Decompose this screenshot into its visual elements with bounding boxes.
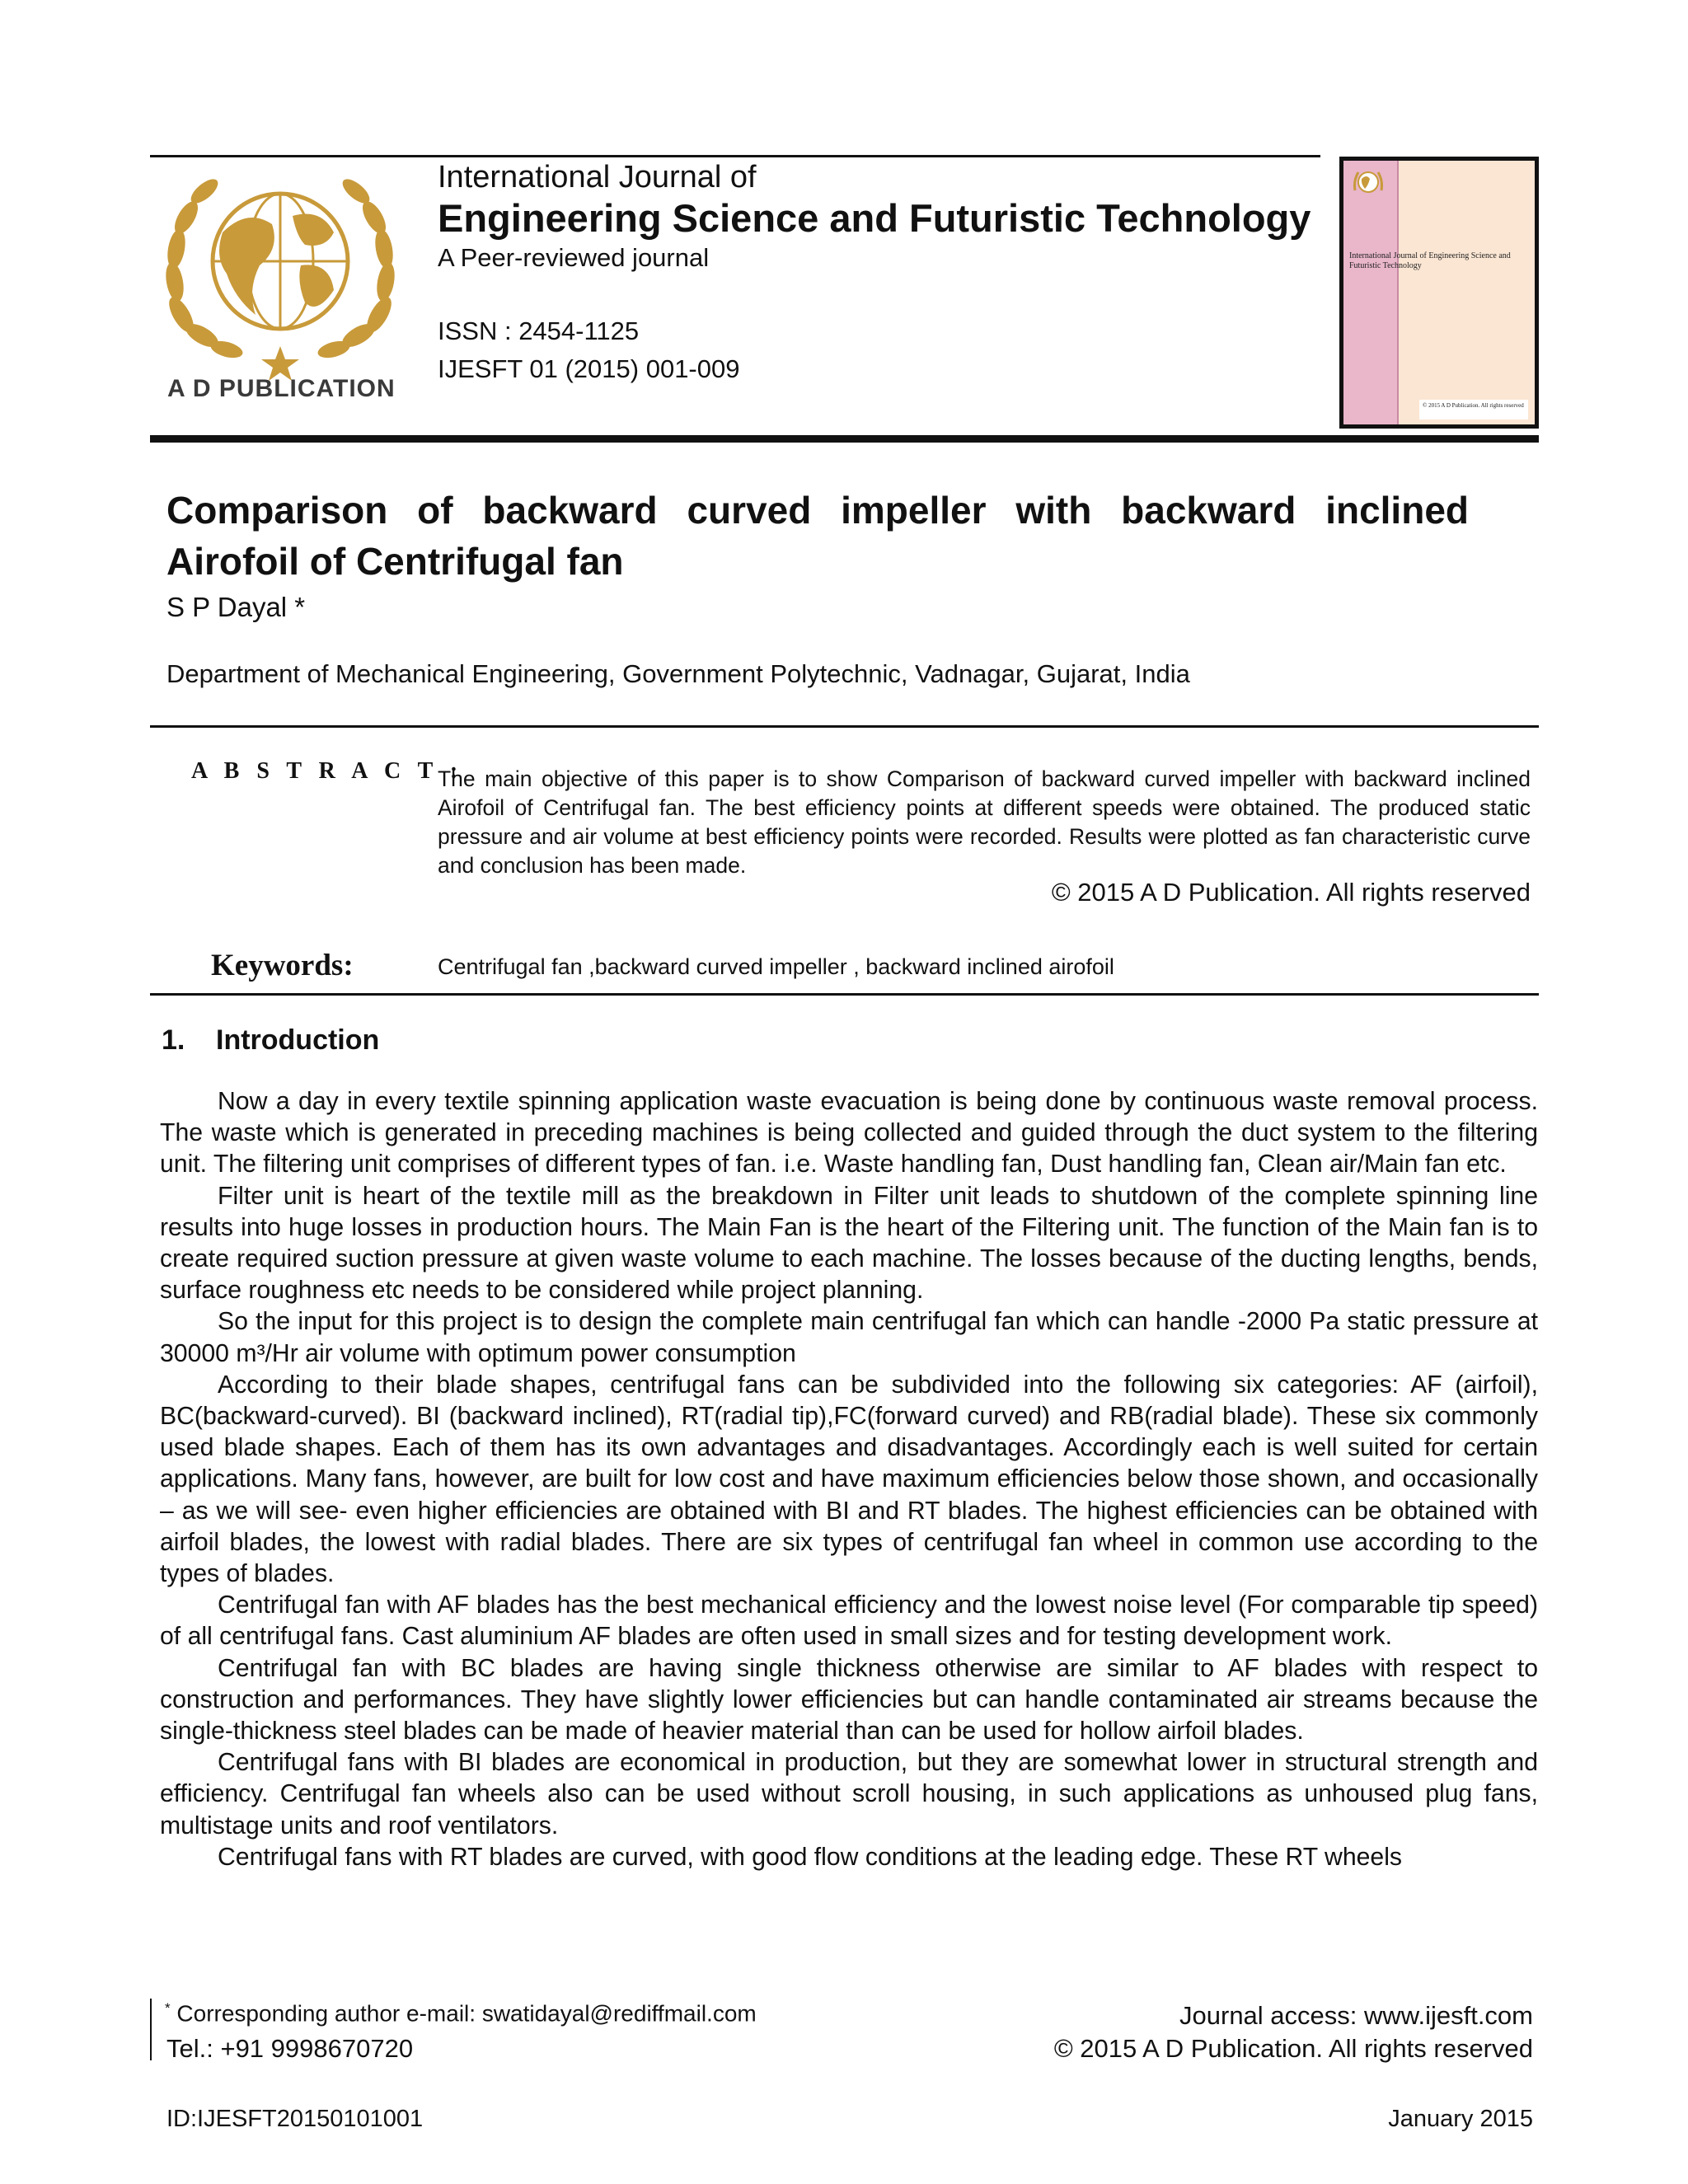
publication-date: January 2015	[1388, 2106, 1533, 2132]
paragraph: Centrifugal fans with RT blades are curved, with good flow conditions at the leading edge. These RT wheels	[218, 1843, 1403, 1871]
section-number: 1.	[162, 1024, 185, 1056]
paragraph: So the input for this project is to design the complete main centrifugal fan which can handle -2000 Pa static pressure at 30000 m³/Hr air volume with optimum power consumption	[160, 1308, 1538, 1367]
footnote-bar	[150, 1999, 152, 2060]
section-heading	[162, 1024, 379, 1057]
header-top-rule	[150, 155, 1320, 157]
body-text	[160, 1086, 1538, 1873]
issn: ISSN : 2454-1125	[438, 316, 640, 345]
paragraph: Centrifugal fan with BC blades are having single thickness otherwise are similar to AF blades with respect to construction and performances. They have slightly lower efficiencies but can handle contaminated air streams because the single-thickness steel blades can be made of heavier material than can be used for hollow airfoil blades.	[160, 1654, 1538, 1746]
keywords-label: Keywords:	[211, 949, 354, 982]
cover-footer: © 2015 A D Publication. All rights reserved	[1419, 400, 1528, 419]
publisher-logo-text: A D PUBLICATION	[167, 375, 396, 402]
section-title: Introduction	[216, 1024, 380, 1056]
keywords-bottom-rule	[150, 993, 1539, 996]
paragraph: Filter unit is heart of the textile mill as the breakdown in Filter unit leads to shutdown of the complete spinning line results into huge losses in production hours. The Main Fan is the heart of the Filtering unit. The function of the Main fan is to create required suction pressure at given waste volume to each machine. The losses because of the ducting lengths, bends, surface roughness etc needs to be considered while project planning.	[160, 1182, 1538, 1305]
paragraph: Now a day in every textile spinning application waste evacuation is being done by continuous waste removal process. The waste which is generated in preceding machines is being collected and guided through the duct system to the filtering unit. The filtering unit comprises of different types of fan. i.e. Waste handling fan, Dust handling fan, Clean air/Main fan etc.	[160, 1088, 1538, 1179]
email-line: Corresponding author e-mail: swatidayal@rediffmail.com	[170, 2000, 757, 2027]
author: S P Dayal *	[166, 592, 306, 622]
paragraph: According to their blade shapes, centrifugal fans can be subdivided into the following six categories: AF (airfoil), BC(backward-curved). BI (backward inclined), RT(radial tip),FC(forward curved) and RB(radial blade). These six commonly used blade shapes. Each of them has its own advantages and disadvantages. Accordingly each is well suited for certain applications. Many fans, however, are built for low cost and have maximum efficiencies below those shown, and occasionally – as we will see- even higher efficiencies are obtained with BI and RT blades. The highest efficiencies can be obtained with airfoil blades, the lowest with radial blades. There are six types of centrifugal fan wheel in common use according to the types of blades.	[160, 1371, 1538, 1588]
journal-prefix: International Journal of	[438, 160, 757, 194]
paragraph: Centrifugal fan with AF blades has the best mechanical efficiency and the lowest noise level (For comparable tip speed) of all centrifugal fans. Cast aluminium AF blades are often used in small sizes and for testing development work.	[160, 1591, 1538, 1651]
keywords: Centrifugal fan ,backward curved impeller , backward inclined airofoil	[438, 954, 1114, 979]
paper-title: Comparison of backward curved impeller with backward inclined Airofoil of Centrifugal fan	[166, 489, 1469, 583]
affiliation: Department of Mechanical Engineering, Government Polytechnic, Vadnagar, Gujarat, India	[166, 659, 1190, 688]
abstract-copyright: © 2015 A D Publication. All rights reserved	[1051, 878, 1531, 907]
footnote-mark: *	[165, 2000, 171, 2016]
globe-icon	[213, 194, 348, 329]
paper-id: ID:IJESFT20150101001	[166, 2106, 424, 2132]
journal-name: Engineering Science and Futuristic Technology	[438, 196, 1311, 240]
volume-reference: IJESFT 01 (2015) 001-009	[438, 354, 740, 383]
corresponding-author-email	[165, 2000, 757, 2027]
footer-copyright: © 2015 A D Publication. All rights reserved	[1053, 2034, 1533, 2063]
cover-divider	[1397, 161, 1399, 424]
cover-logo-icon	[1352, 166, 1385, 210]
journal-access: Journal access: www.ijesft.com	[1179, 2001, 1533, 2030]
abstract-top-rule	[150, 725, 1539, 728]
paragraph: Centrifugal fans with BI blades are economical in production, but they are somewhat lower in structural strength and efficiency. Centrifugal fan wheels also can be used without scroll housing, in such applications as unhoused plug fans, multistage units and roof ventilators.	[160, 1749, 1538, 1840]
header-bottom-rule	[150, 435, 1539, 443]
journal-cover-thumbnail	[1339, 157, 1539, 429]
abstract-label: A B S T R A C T :	[191, 758, 464, 784]
abstract-text: The main objective of this paper is to show Comparison of backward curved impeller with backward inclined Airofoil of Centrifugal fan. The best efficiency points at different speeds were obtained. The produced static pressure and air volume at best efficiency points were recorded. Results were plotted as fan characteristic curve and conclusion has been made.	[438, 766, 1531, 878]
corresponding-author-tel: Tel.: +91 9998670720	[166, 2034, 414, 2063]
cover-title: International Journal of Engineering Science and Futuristic Technology	[1349, 251, 1511, 270]
journal-tagline: A Peer-reviewed journal	[438, 243, 710, 272]
